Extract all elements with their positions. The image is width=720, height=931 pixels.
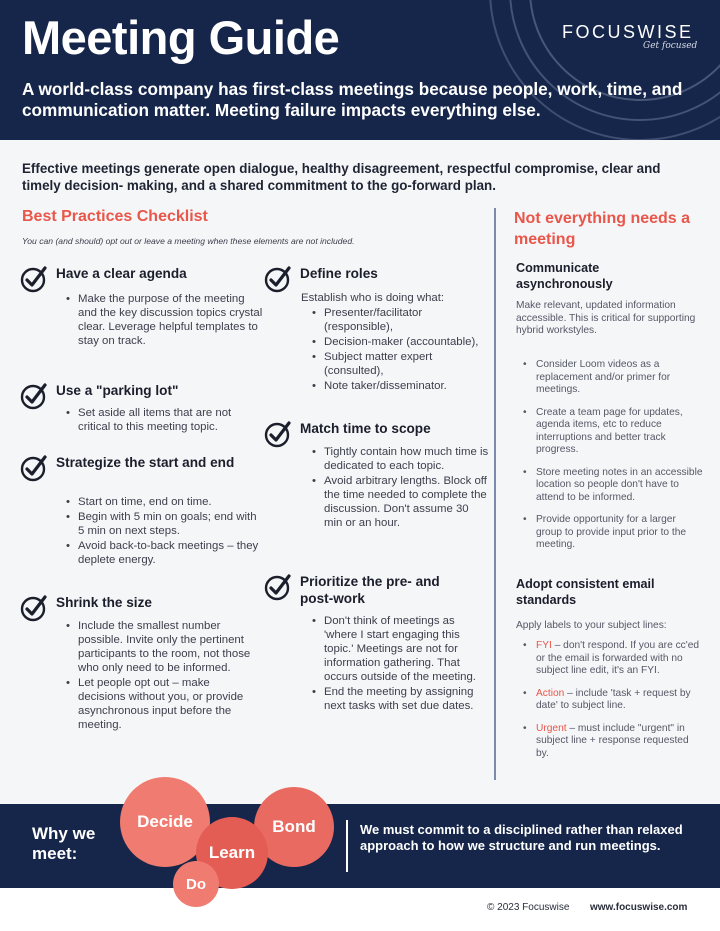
shrink-bullets (64, 619, 256, 733)
item-title: Strategize the start and end (56, 455, 235, 470)
best-practices-heading: Best Practices Checklist (22, 208, 208, 225)
check-circle-icon (264, 420, 292, 448)
website-link[interactable]: www.focuswise.com (590, 902, 688, 913)
list-item: • Decision-maker (accountable), (310, 335, 480, 349)
list-item: • Set aside all items that are not critical to this meeting topic. (64, 406, 264, 434)
list-item: • Make the purpose of the meeting and the key discussion topics crystal clear. Leverage helpful templates to stay on track. (64, 292, 264, 348)
header (0, 0, 720, 140)
list-item: • Include the smallest number possible. Invite only the pertinent participants to the room, not those who only need to be informed. (64, 619, 256, 675)
item-title: Define roles (300, 266, 378, 281)
agenda-bullets (64, 292, 264, 349)
column-divider (494, 208, 496, 780)
bubble-label: Bond (272, 817, 316, 836)
list-item: • Let people opt out – make decisions without you, or provide asynchronous input before the meeting. (64, 676, 256, 732)
list-item: • Presenter/facilitator (responsible), (310, 306, 480, 334)
item-title: Match time to scope (300, 421, 431, 436)
label-tag: Action (536, 687, 565, 699)
label-text: – must include "urgent" in subject line + response requested by. (536, 722, 689, 759)
list-item: • Provide opportunity for a larger group to provide input prior to the meeting. (520, 514, 704, 552)
check-circle-icon (20, 594, 48, 622)
bubble-do (173, 861, 219, 907)
why-we-meet-label: Why we meet: (32, 824, 96, 863)
label-tag: Urgent (536, 722, 567, 734)
list-item: • Subject matter expert (consulted), (310, 350, 480, 378)
label-tag: FYI (536, 640, 552, 651)
list-item: • End the meeting by assigning next tasks with set due dates. (310, 685, 490, 713)
async-heading: Communicate asynchronously (516, 261, 613, 291)
focuswise-logo: FOCUSWISE (562, 22, 694, 42)
footer-divider (346, 820, 348, 872)
list-item (520, 688, 704, 713)
not-everything-heading: Not everything needs a meeting (514, 210, 691, 248)
strategize-bullets (64, 495, 260, 568)
list-item: • Avoid back-to-back meetings – they deplete energy. (64, 539, 260, 567)
copyright: © 2023 Focuswise (487, 902, 570, 913)
list-item: • Store meeting notes in an accessible location so people don't have to attend to be informed. (520, 467, 704, 505)
item-title: Use a "parking lot" (56, 383, 179, 398)
prioritize-bullets (310, 614, 490, 714)
bubble-label: Decide (137, 812, 193, 831)
label-text: – don't respond. If you are cc'ed or the email is forwarded with no subject line edit, it's an FYI. (536, 640, 700, 676)
check-circle-icon (20, 382, 48, 410)
async-text: Make relevant, updated information accessible. This is critical for supporting hybrid workstyles. (516, 300, 696, 336)
list-item: • Start on time, end on time. (64, 495, 260, 509)
page-subtitle: A world-class company has first-class meetings because people, work, time, and communication matter. Meeting failure impacts everything else. (22, 79, 683, 120)
item-title: Prioritize the pre- and post-work (300, 574, 440, 606)
list-item: • Begin with 5 min on goals; end with 5 min on next steps. (64, 510, 260, 538)
list-item: • Create a team page for updates, agenda items, etc to reduce interruptions and better track progress. (520, 407, 704, 457)
list-item (520, 723, 704, 761)
bubble-label: Do (186, 875, 206, 893)
label-text: – include 'task + request by date' to subject line. (536, 687, 691, 711)
check-circle-icon (264, 265, 292, 293)
item-title: Shrink the size (56, 595, 152, 610)
check-circle-icon (264, 573, 292, 601)
check-circle-icon (20, 265, 48, 293)
list-item: • Tightly contain how much time is dedicated to each topic. (310, 445, 490, 473)
roles-intro: Establish who is doing what: (301, 292, 445, 304)
logo-tagline: Get focused (643, 41, 698, 51)
intro-statement: Effective meetings generate open dialogue, healthy disagreement, respectful compromise, clear and timely decision- making, and a shared commitment to the go-forward plan. (22, 161, 661, 193)
async-bullets (520, 359, 704, 562)
list-item: • Don't think of meetings as 'where I start engaging this topic.' Meetings are not for information gathering. That occurs outside of the meeting. (310, 614, 490, 684)
bubble-label: Learn (208, 843, 256, 862)
email-text: Apply labels to your subject lines: (516, 620, 667, 631)
roles-bullets (310, 306, 480, 394)
email-bullets (520, 640, 704, 770)
list-item: • Avoid arbitrary lengths. Block off the time needed to complete the discussion. Don't assume 30 min or an hour. (310, 474, 490, 530)
page-title: Meeting Guide (22, 11, 340, 64)
list-item: • Note taker/disseminator. (310, 379, 480, 393)
email-heading: Adopt consistent email standards (516, 577, 655, 607)
list-item (520, 640, 704, 678)
parking-bullets (64, 406, 264, 435)
match-bullets (310, 445, 490, 531)
list-item: • Consider Loom videos as a replacement and/or primer for meetings. (520, 359, 704, 397)
check-circle-icon (20, 454, 48, 482)
item-title: Have a clear agenda (56, 266, 187, 281)
commitment-statement: We must commit to a disciplined rather than relaxed approach to how we structure and run meetings. (360, 822, 683, 853)
best-practices-note: You can (and should) opt out or leave a meeting when these elements are not included. (22, 236, 355, 246)
